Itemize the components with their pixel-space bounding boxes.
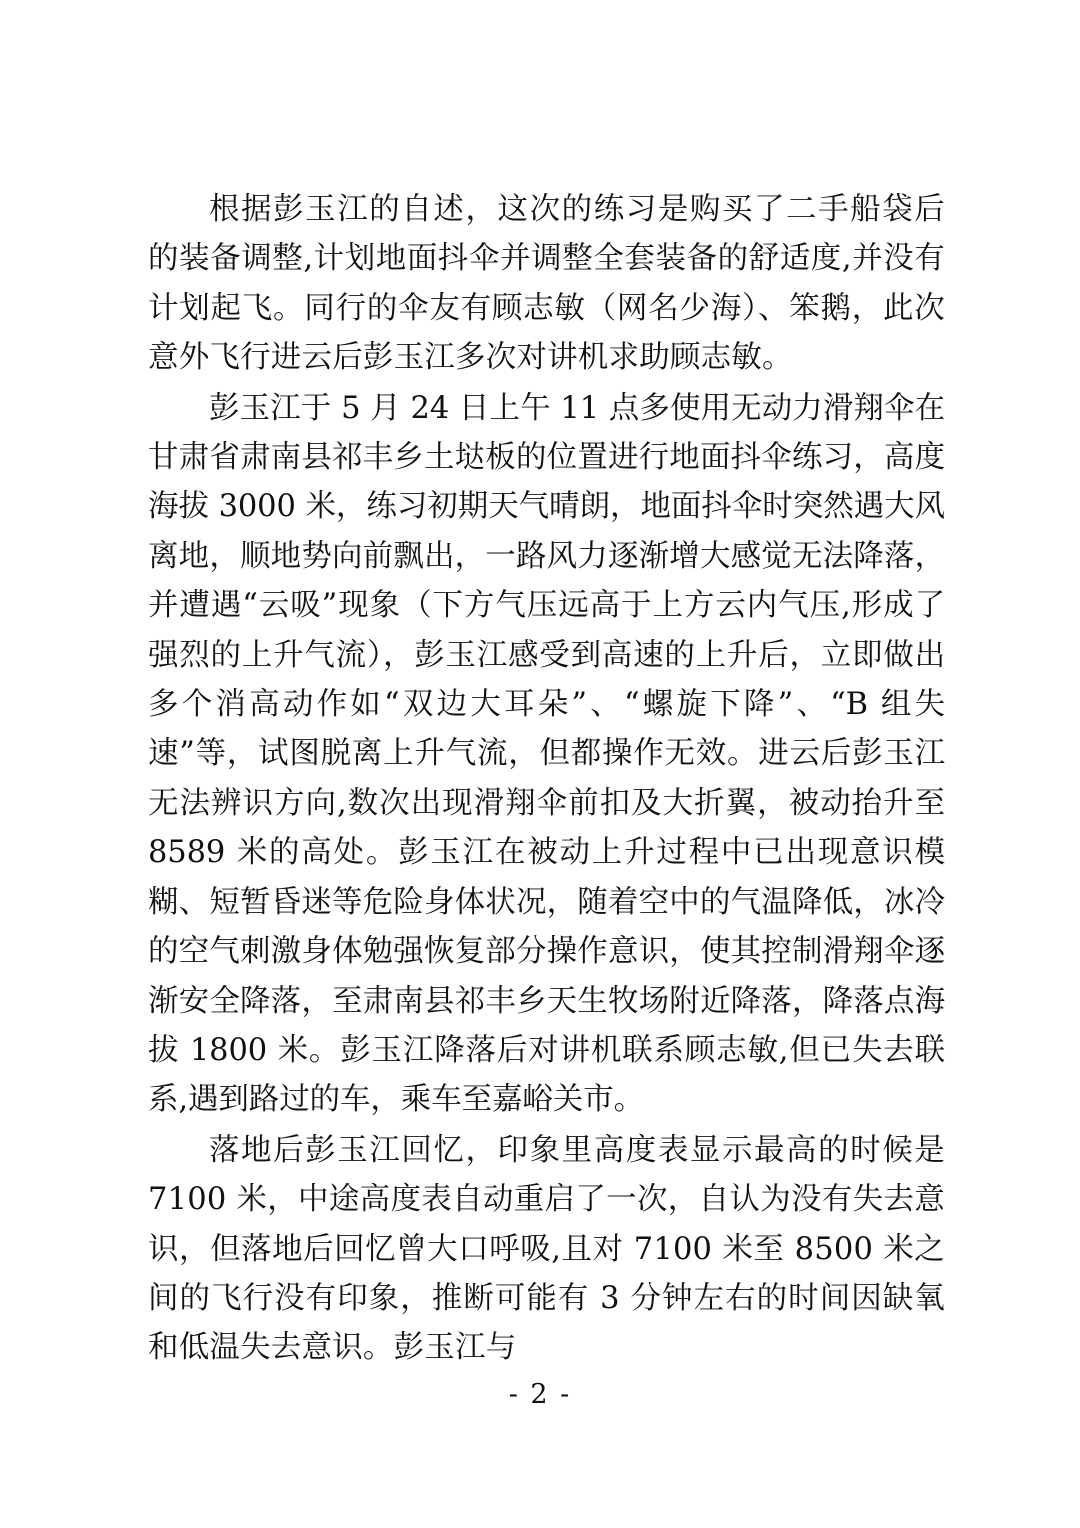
paragraph-3: 落地后彭玉江回忆，印象里高度表显示最高的时候是 7100 米，中途高度表自动重启了一次，自认为没有失去意识，但落地后回忆曾大口呼吸,且对 7100 米至 8500 米之间的飞行没有印象，推断可能有 3 分钟左右的时间因缺氧和低温失去意识。彭玉江与 [148,1132,945,1366]
paragraph-1: 根据彭玉江的自述，这次的练习是购买了二手船袋后的装备调整,计划地面抖伞并调整全套装备的舒适度,并没有计划起飞。同行的伞友有顾志敏（网名少海）、笨鹅，此次意外飞行进云后彭玉江多次对讲机求助顾志敏。 [148,192,945,376]
paragraph-2: 彭玉江于 5 月 24 日上午 11 点多使用无动力滑翔伞在甘肃省肃南县祁丰乡土垯板的位置进行地面抖伞练习，高度海拔 3000 米，练习初期天气晴朗，地面抖伞时突然遇大风离地，顺地势向前飘出，一路风力逐渐增大感觉无法降落，并遭遇“云吸”现象（下方气压远高于上方云内气压,形成了强烈的上升气流），彭玉江感受到高速的上升后，立即做出多个消高动作如“双边大耳朵”、“螺旋下降”、“B 组失速”等，试图脱离上升气流，但都操作无效。进云后彭玉江无法辨识方向,数次出现滑翔伞前扣及大折翼，被动抬升至 8589 米的高处。彭玉江在被动上升过程中已出现意识模糊、短暂昏迷等危险身体状况，随着空中的气温降低，冰冷的空气刺激身体勉强恢复部分操作意识，使其控制滑翔伞逐渐安全降落，至肃南县祁丰乡天生牧场附近降落，降落点海拔 1800 米。彭玉江降落后对讲机联系顾志敏,但已失去联系,遇到路过的车，乘车至嘉峪关市。 [148,390,946,1118]
document-body [148,185,945,1373]
page-number: - 2 - [508,1379,572,1410]
